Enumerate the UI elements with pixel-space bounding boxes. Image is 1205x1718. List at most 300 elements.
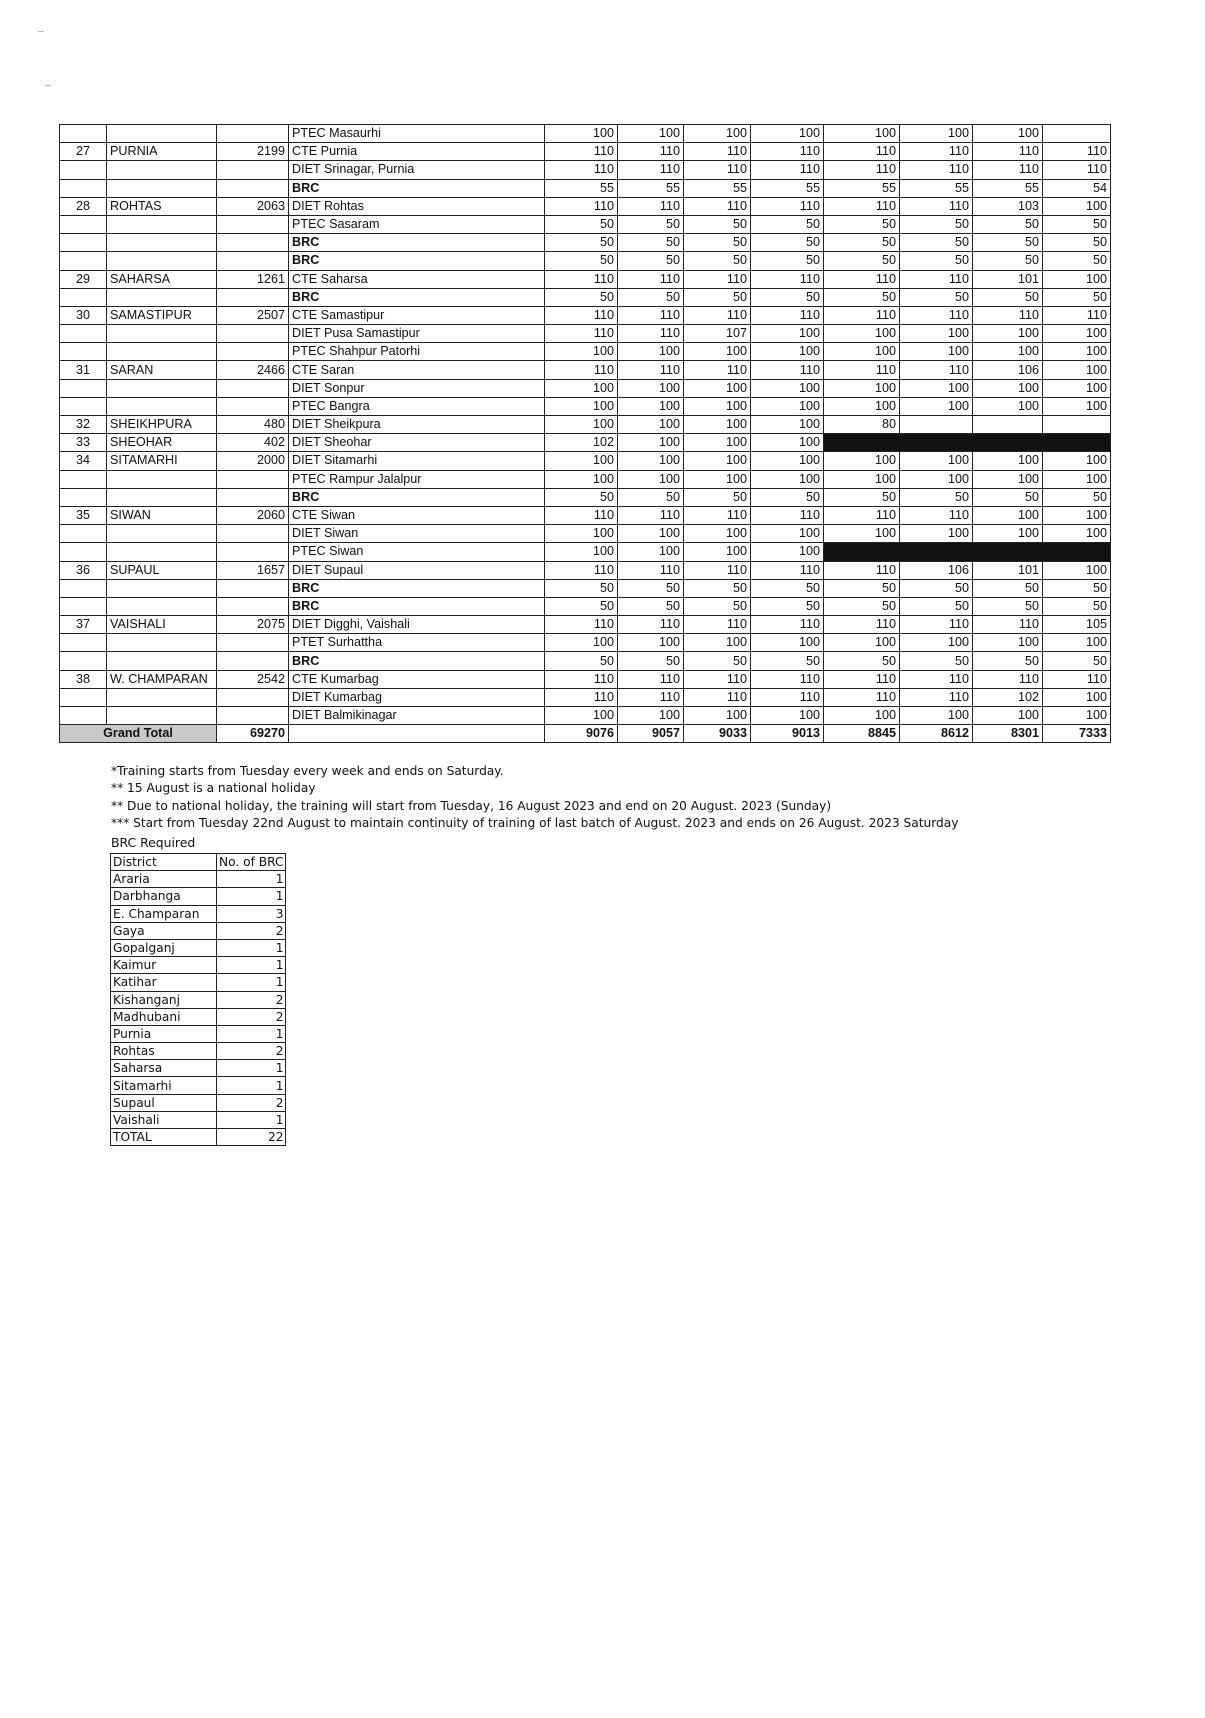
batch-value-cell: 50 [973, 234, 1043, 252]
brc-row [111, 974, 286, 991]
brc-row [111, 1060, 286, 1077]
batch-value-cell: 100 [824, 707, 900, 725]
district-cell: VAISHALI [107, 616, 217, 634]
batch-value-cell: 110 [618, 670, 684, 688]
batch-value-cell: 110 [824, 143, 900, 161]
serial-cell: 38 [60, 670, 107, 688]
batch-value-cell: 110 [1043, 161, 1111, 179]
batch-value-cell: 100 [618, 470, 684, 488]
batch-value-cell: 110 [618, 306, 684, 324]
institute-cell: BRC [289, 652, 545, 670]
batch-value-cell: 100 [900, 379, 973, 397]
district-total-cell [217, 525, 289, 543]
table-row [60, 234, 1111, 252]
brc-row [111, 939, 286, 956]
batch-value-cell: 110 [684, 561, 751, 579]
institute-cell: BRC [289, 288, 545, 306]
batch-value-cell: 110 [900, 197, 973, 215]
table-row [60, 143, 1111, 161]
table-row [60, 707, 1111, 725]
batch-value-cell: 100 [684, 125, 751, 143]
batch-value-cell: 50 [824, 215, 900, 233]
batch-value-cell: 50 [973, 579, 1043, 597]
batch-value-cell: 103 [973, 197, 1043, 215]
batch-value-cell: 100 [900, 452, 973, 470]
batch-value-cell: 110 [900, 670, 973, 688]
brc-count-cell: 3 [217, 905, 286, 922]
batch-value-cell: 110 [824, 161, 900, 179]
institute-cell: PTEC Siwan [289, 543, 545, 561]
batch-value-cell: 50 [973, 215, 1043, 233]
batch-value-cell: 110 [973, 670, 1043, 688]
batch-value-cell: 110 [824, 270, 900, 288]
institute-cell: PTEC Rampur Jalalpur [289, 470, 545, 488]
table-row [60, 634, 1111, 652]
batch-value-cell: 50 [900, 288, 973, 306]
batch-value-cell: 100 [900, 325, 973, 343]
batch-value-cell: 100 [545, 416, 618, 434]
batch-value-cell: 100 [973, 634, 1043, 652]
table-row [60, 361, 1111, 379]
batch-value-cell: 50 [618, 288, 684, 306]
batch-value-cell: 50 [824, 488, 900, 506]
batch-value-cell: 100 [1043, 707, 1111, 725]
scan-speck [45, 85, 51, 86]
institute-cell: CTE Kumarbag [289, 670, 545, 688]
footnotes [111, 763, 958, 832]
serial-cell [60, 325, 107, 343]
batch-value-cell: 100 [684, 470, 751, 488]
serial-cell [60, 397, 107, 415]
district-total-cell [217, 707, 289, 725]
serial-cell: 29 [60, 270, 107, 288]
batch-value-cell: 55 [618, 179, 684, 197]
batch-value-cell: 50 [1043, 579, 1111, 597]
district-total-cell [217, 579, 289, 597]
batch-value-cell: 100 [545, 397, 618, 415]
batch-value-cell: 110 [618, 561, 684, 579]
brc-row [111, 957, 286, 974]
batch-value-cell: 110 [973, 616, 1043, 634]
batch-value-cell: 100 [684, 343, 751, 361]
district-cell [107, 397, 217, 415]
district-total-cell [217, 215, 289, 233]
batch-value-cell: 55 [545, 179, 618, 197]
batch-value-cell: 55 [824, 179, 900, 197]
brc-district-cell: Supaul [111, 1094, 217, 1111]
brc-count-cell: 1 [217, 871, 286, 888]
batch-value-cell: 110 [684, 161, 751, 179]
table-row [60, 179, 1111, 197]
institute-cell: DIET Balmikinagar [289, 707, 545, 725]
serial-cell [60, 579, 107, 597]
batch-value-cell: 55 [684, 179, 751, 197]
batch-value-cell: 100 [684, 707, 751, 725]
batch-value-cell: 100 [900, 634, 973, 652]
batch-value-cell: 50 [545, 579, 618, 597]
batch-value-cell: 105 [1043, 616, 1111, 634]
batch-value-cell: 100 [545, 543, 618, 561]
table-row [60, 470, 1111, 488]
serial-cell [60, 597, 107, 615]
institute-cell: DIET Kumarbag [289, 688, 545, 706]
serial-cell [60, 688, 107, 706]
brc-count-cell: 1 [217, 1077, 286, 1094]
batch-value-cell: 102 [545, 434, 618, 452]
batch-value-cell: 110 [618, 506, 684, 524]
batch-value-cell: 110 [1043, 670, 1111, 688]
batch-value-cell: 100 [618, 452, 684, 470]
table-row [60, 379, 1111, 397]
batch-value-cell: 110 [684, 197, 751, 215]
batch-value-cell: 110 [545, 561, 618, 579]
batch-value-cell: 100 [751, 452, 824, 470]
batch-value-cell: 100 [684, 525, 751, 543]
district-cell [107, 343, 217, 361]
batch-value-cell: 110 [545, 270, 618, 288]
table-row [60, 416, 1111, 434]
batch-value-cell: 110 [900, 616, 973, 634]
batch-value-cell: 100 [1043, 561, 1111, 579]
batch-value-cell: 50 [545, 252, 618, 270]
table-row [60, 434, 1111, 452]
district-cell: SUPAUL [107, 561, 217, 579]
table-row [60, 561, 1111, 579]
batch-value-cell: 100 [545, 343, 618, 361]
district-total-cell [217, 652, 289, 670]
batch-value-cell: 100 [618, 416, 684, 434]
brc-count-cell: 2 [217, 991, 286, 1008]
batch-value-cell: 110 [1043, 143, 1111, 161]
institute-cell: DIET Supaul [289, 561, 545, 579]
batch-value-cell: 100 [751, 634, 824, 652]
footnote: *Training starts from Tuesday every week and ends on Saturday. [111, 764, 504, 778]
batch-value-cell: 50 [973, 288, 1043, 306]
district-cell: PURNIA [107, 143, 217, 161]
district-cell [107, 215, 217, 233]
district-cell [107, 179, 217, 197]
serial-cell [60, 161, 107, 179]
batch-value-cell: 50 [900, 597, 973, 615]
batch-value-cell: 100 [751, 470, 824, 488]
batch-value-cell: 110 [751, 506, 824, 524]
serial-cell [60, 525, 107, 543]
brc-district-cell: Vaishali [111, 1111, 217, 1128]
batch-value-cell: 100 [900, 343, 973, 361]
batch-value-cell: 100 [900, 470, 973, 488]
batch-value-cell: 100 [1043, 343, 1111, 361]
institute-cell: BRC [289, 488, 545, 506]
district-total-cell [217, 634, 289, 652]
district-total-cell: 480 [217, 416, 289, 434]
batch-value-cell: 100 [973, 452, 1043, 470]
district-total-cell: 2507 [217, 306, 289, 324]
batch-value-cell: 100 [751, 343, 824, 361]
batch-value-cell: 100 [973, 343, 1043, 361]
batch-value-cell: 50 [684, 288, 751, 306]
district-cell [107, 234, 217, 252]
batch-value-cell: 50 [684, 488, 751, 506]
institute-cell: DIET Pusa Samastipur [289, 325, 545, 343]
institute-cell: BRC [289, 579, 545, 597]
institute-cell: DIET Sonpur [289, 379, 545, 397]
brc-count-cell: 1 [217, 1111, 286, 1128]
brc-count-cell: 1 [217, 1060, 286, 1077]
blacked-out-cell [824, 434, 1111, 452]
district-cell [107, 252, 217, 270]
batch-value-cell: 50 [618, 579, 684, 597]
institute-cell: BRC [289, 179, 545, 197]
batch-value-cell: 110 [545, 197, 618, 215]
batch-value-cell: 100 [751, 397, 824, 415]
table-row [60, 670, 1111, 688]
batch-value-cell: 110 [684, 270, 751, 288]
training-allocation-table [59, 124, 1111, 743]
brc-district-cell: Madhubani [111, 1008, 217, 1025]
batch-value-cell: 50 [545, 215, 618, 233]
institute-cell: DIET Sheikpura [289, 416, 545, 434]
batch-value-cell: 110 [545, 161, 618, 179]
grand-total-blank [289, 725, 545, 743]
batch-value-cell: 50 [751, 215, 824, 233]
batch-value-cell: 100 [824, 452, 900, 470]
table-row [60, 288, 1111, 306]
district-total-cell [217, 397, 289, 415]
batch-value-cell: 100 [824, 379, 900, 397]
batch-value-cell: 50 [751, 579, 824, 597]
batch-value-cell: 110 [751, 670, 824, 688]
batch-value-cell: 100 [618, 125, 684, 143]
table-row [60, 579, 1111, 597]
batch-value-cell: 50 [545, 488, 618, 506]
batch-value-cell: 50 [618, 215, 684, 233]
batch-value-cell: 110 [900, 161, 973, 179]
grand-total-label: Grand Total [60, 725, 217, 743]
batch-value-cell: 50 [900, 579, 973, 597]
brc-row [111, 1111, 286, 1128]
batch-value-cell: 100 [973, 379, 1043, 397]
batch-value-cell [973, 416, 1043, 434]
institute-cell: CTE Saharsa [289, 270, 545, 288]
district-cell [107, 470, 217, 488]
grand-total-batch-cell: 8612 [900, 725, 973, 743]
batch-value-cell: 110 [545, 670, 618, 688]
table-row [60, 688, 1111, 706]
district-total-cell [217, 252, 289, 270]
batch-value-cell: 100 [973, 506, 1043, 524]
district-total-cell [217, 379, 289, 397]
batch-value-cell: 100 [824, 325, 900, 343]
batch-value-cell: 100 [684, 543, 751, 561]
brc-count-cell: 2 [217, 922, 286, 939]
district-total-cell: 2060 [217, 506, 289, 524]
batch-value-cell: 110 [824, 688, 900, 706]
batch-value-cell: 110 [824, 506, 900, 524]
batch-value-cell: 110 [751, 161, 824, 179]
district-cell [107, 634, 217, 652]
batch-value-cell: 100 [1043, 361, 1111, 379]
district-total-cell [217, 161, 289, 179]
batch-value-cell: 110 [824, 616, 900, 634]
batch-value-cell: 102 [973, 688, 1043, 706]
brc-row [111, 905, 286, 922]
batch-value-cell: 50 [1043, 252, 1111, 270]
institute-cell: DIET Digghi, Vaishali [289, 616, 545, 634]
brc-district-cell: Kishanganj [111, 991, 217, 1008]
batch-value-cell: 100 [1043, 688, 1111, 706]
batch-value-cell: 100 [618, 543, 684, 561]
brc-count-cell: 2 [217, 1043, 286, 1060]
brc-count-cell: 2 [217, 1008, 286, 1025]
brc-header-count: No. of BRC [217, 854, 286, 871]
batch-value-cell: 50 [973, 488, 1043, 506]
batch-value-cell: 110 [618, 270, 684, 288]
batch-value-cell: 100 [618, 379, 684, 397]
batch-value-cell: 100 [618, 634, 684, 652]
brc-row [111, 1025, 286, 1042]
batch-value-cell: 100 [751, 379, 824, 397]
batch-value-cell [900, 416, 973, 434]
batch-value-cell: 110 [618, 325, 684, 343]
batch-value-cell: 50 [684, 234, 751, 252]
batch-value-cell: 110 [545, 306, 618, 324]
serial-cell [60, 379, 107, 397]
table-row [60, 597, 1111, 615]
district-cell [107, 543, 217, 561]
batch-value-cell: 110 [751, 688, 824, 706]
brc-count-cell: 1 [217, 957, 286, 974]
batch-value-cell: 50 [1043, 215, 1111, 233]
institute-cell: BRC [289, 234, 545, 252]
batch-value-cell: 100 [824, 125, 900, 143]
batch-value-cell: 110 [684, 361, 751, 379]
batch-value-cell: 100 [973, 525, 1043, 543]
serial-cell [60, 543, 107, 561]
brc-district-cell: Rohtas [111, 1043, 217, 1060]
serial-cell [60, 470, 107, 488]
district-total-cell [217, 543, 289, 561]
batch-value-cell: 100 [1043, 397, 1111, 415]
batch-value-cell: 100 [618, 434, 684, 452]
batch-value-cell: 50 [618, 234, 684, 252]
batch-value-cell: 110 [618, 161, 684, 179]
batch-value-cell: 110 [973, 161, 1043, 179]
batch-value-cell [1043, 416, 1111, 434]
batch-value-cell: 50 [1043, 234, 1111, 252]
brc-row [111, 1043, 286, 1060]
table-row [60, 270, 1111, 288]
batch-value-cell: 100 [824, 634, 900, 652]
district-total-cell [217, 125, 289, 143]
brc-total-row [111, 1129, 286, 1146]
batch-value-cell: 50 [1043, 288, 1111, 306]
brc-row [111, 888, 286, 905]
serial-cell [60, 634, 107, 652]
district-cell [107, 379, 217, 397]
batch-value-cell: 100 [545, 707, 618, 725]
brc-count-cell: 22 [217, 1129, 286, 1146]
batch-value-cell: 50 [973, 252, 1043, 270]
batch-value-cell: 110 [545, 688, 618, 706]
institute-cell: DIET Sitamarhi [289, 452, 545, 470]
district-cell: SAHARSA [107, 270, 217, 288]
serial-cell [60, 488, 107, 506]
batch-value-cell: 100 [1043, 525, 1111, 543]
batch-value-cell: 110 [824, 306, 900, 324]
brc-district-cell: Katihar [111, 974, 217, 991]
batch-value-cell: 110 [545, 506, 618, 524]
batch-value-cell: 110 [684, 688, 751, 706]
batch-value-cell: 110 [618, 143, 684, 161]
batch-value-cell: 106 [973, 361, 1043, 379]
brc-row [111, 1077, 286, 1094]
grand-total-batch-cell: 8845 [824, 725, 900, 743]
table-row [60, 343, 1111, 361]
batch-value-cell: 50 [751, 252, 824, 270]
brc-required-table [110, 853, 286, 1146]
serial-cell [60, 707, 107, 725]
brc-count-cell: 2 [217, 1094, 286, 1111]
district-cell [107, 288, 217, 306]
batch-value-cell: 107 [684, 325, 751, 343]
batch-value-cell: 100 [973, 707, 1043, 725]
batch-value-cell: 100 [618, 343, 684, 361]
batch-value-cell: 100 [751, 707, 824, 725]
grand-total-sum: 69270 [217, 725, 289, 743]
district-cell [107, 525, 217, 543]
district-cell [107, 579, 217, 597]
batch-value-cell: 110 [900, 688, 973, 706]
district-cell [107, 125, 217, 143]
brc-required-title: BRC Required [111, 835, 196, 850]
batch-value-cell: 80 [824, 416, 900, 434]
batch-value-cell: 100 [1043, 270, 1111, 288]
table-row [60, 397, 1111, 415]
district-total-cell [217, 488, 289, 506]
batch-value-cell: 101 [973, 270, 1043, 288]
batch-value-cell: 100 [900, 525, 973, 543]
district-cell: SHEIKHPURA [107, 416, 217, 434]
table-row [60, 197, 1111, 215]
brc-district-cell: Araria [111, 871, 217, 888]
brc-row [111, 991, 286, 1008]
batch-value-cell: 110 [824, 670, 900, 688]
table-row [60, 252, 1111, 270]
batch-value-cell: 50 [973, 597, 1043, 615]
brc-district-cell: Purnia [111, 1025, 217, 1042]
brc-row [111, 922, 286, 939]
batch-value-cell: 100 [545, 125, 618, 143]
batch-value-cell: 100 [824, 470, 900, 488]
batch-value-cell: 100 [1043, 197, 1111, 215]
batch-value-cell: 110 [751, 561, 824, 579]
batch-value-cell: 110 [824, 197, 900, 215]
batch-value-cell: 100 [684, 416, 751, 434]
batch-value-cell: 54 [1043, 179, 1111, 197]
batch-value-cell: 50 [751, 234, 824, 252]
batch-value-cell: 100 [824, 525, 900, 543]
batch-value-cell: 110 [900, 270, 973, 288]
brc-row [111, 1094, 286, 1111]
batch-value-cell: 110 [684, 143, 751, 161]
district-total-cell [217, 288, 289, 306]
footnote: ** 15 August is a national holiday [111, 781, 316, 796]
grand-total-batch-cell: 9057 [618, 725, 684, 743]
serial-cell: 34 [60, 452, 107, 470]
footnote: ** Due to national holiday, the training will start from Tuesday, 16 August 2023 and end on 20 August. 2023 (Sunday) [111, 798, 832, 813]
batch-value-cell: 101 [973, 561, 1043, 579]
batch-value-cell: 100 [545, 470, 618, 488]
